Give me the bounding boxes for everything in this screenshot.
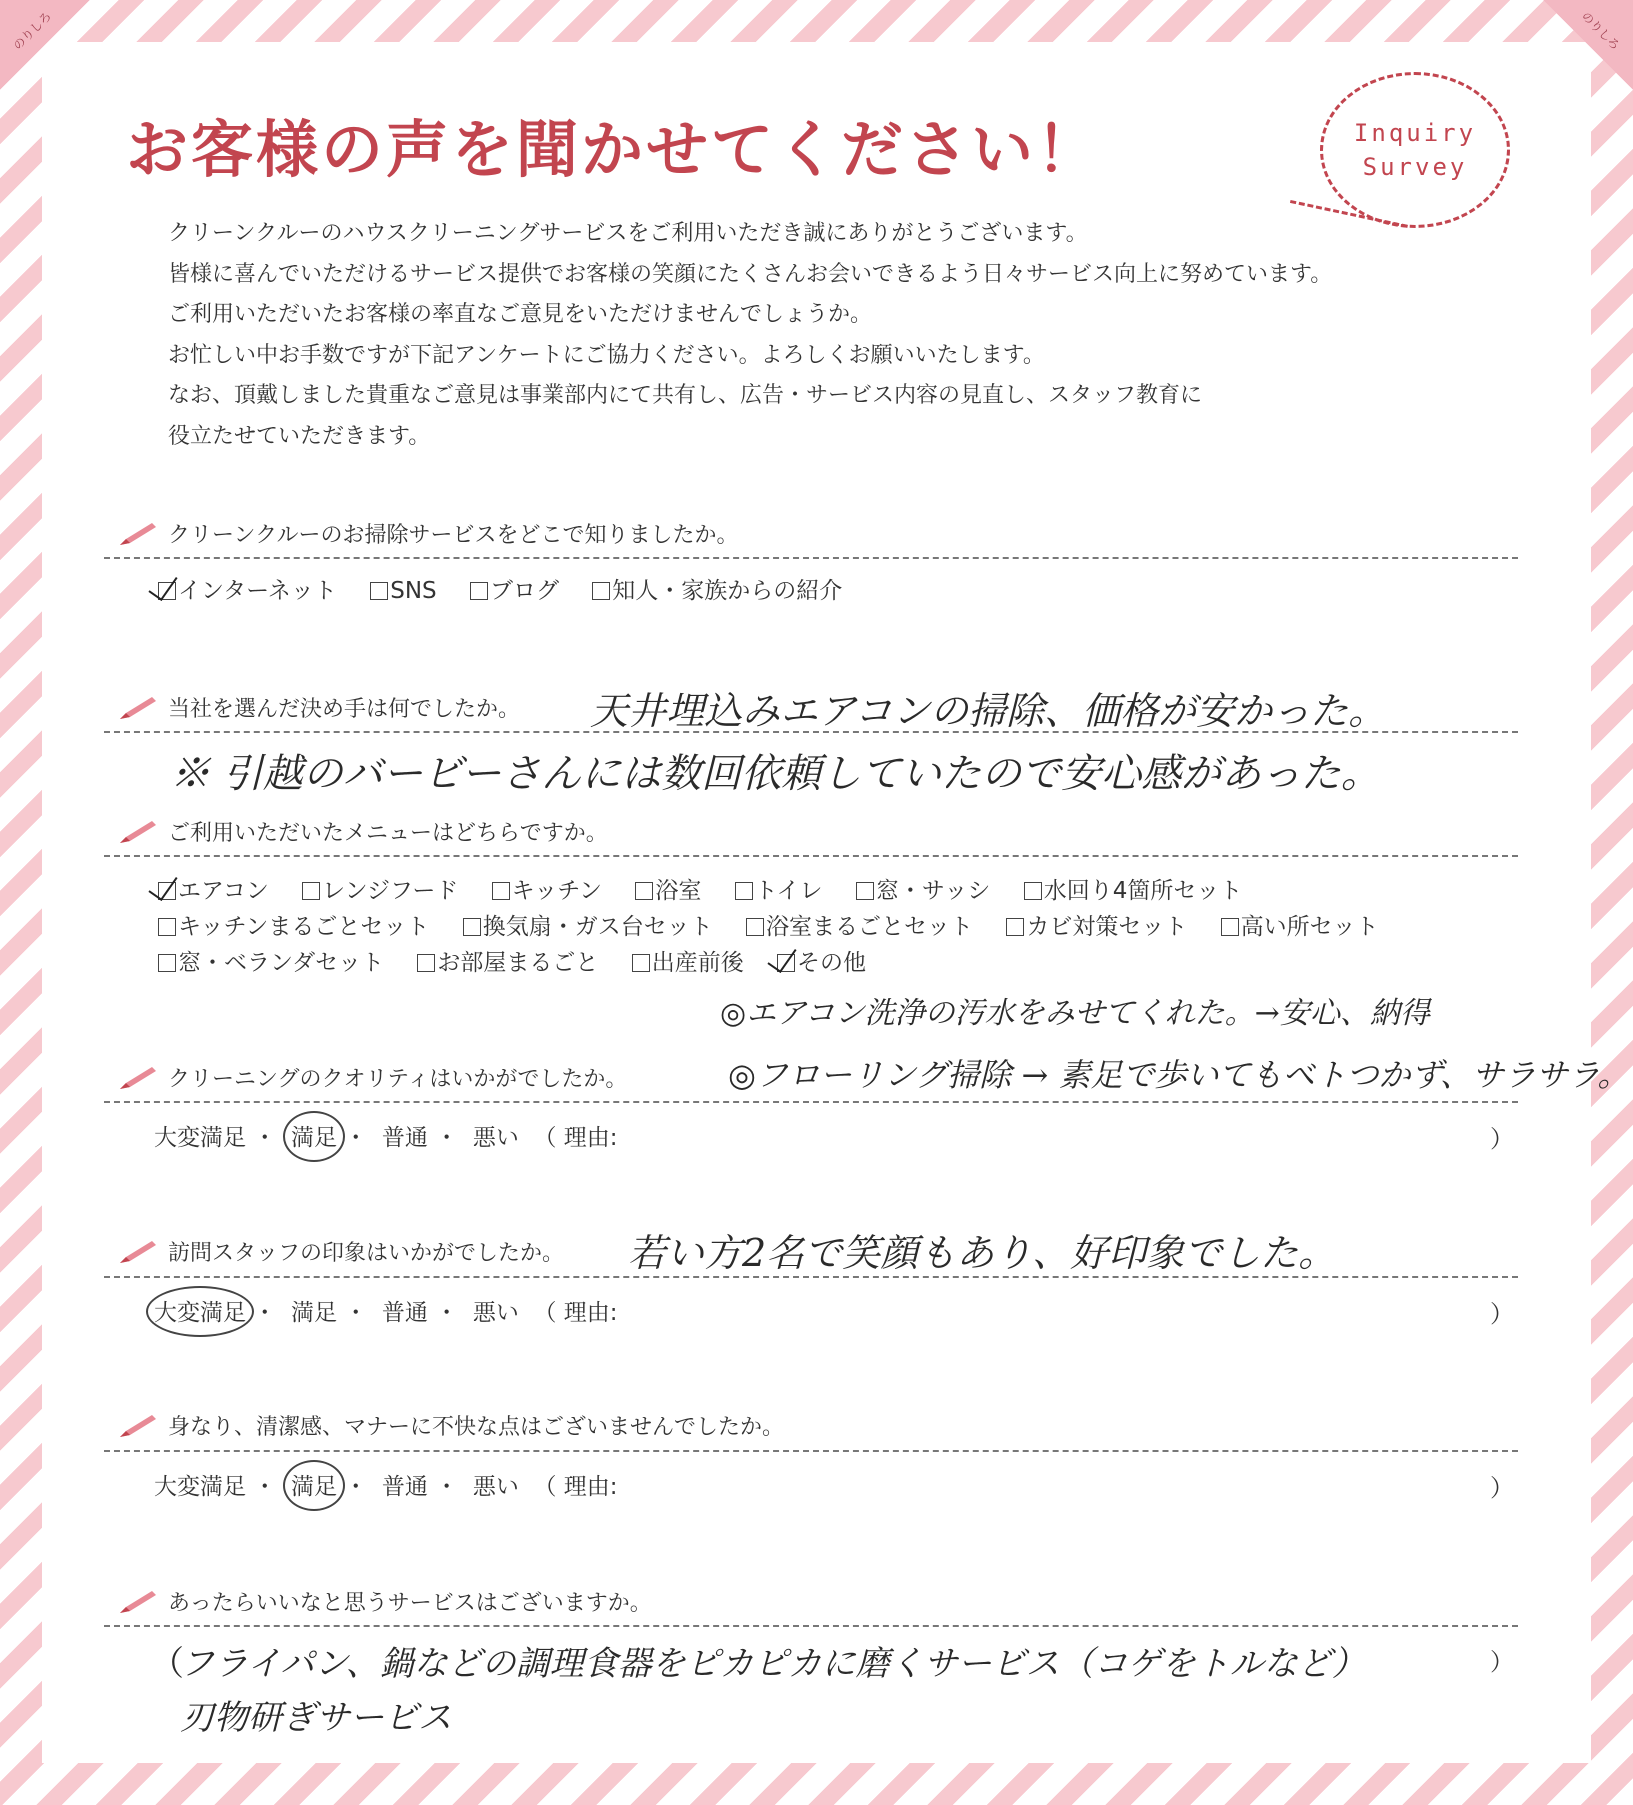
question-text: あったらいいなと思うサービスはございますか。 — [168, 1591, 652, 1616]
glue-tab-right — [1543, 0, 1633, 90]
reason-close: ） — [1490, 1300, 1514, 1328]
q3-options-row-1 — [158, 872, 1268, 905]
option-other[interactable] — [777, 944, 866, 977]
page-title: お客様の声を聞かせてください！ — [126, 113, 1102, 186]
option-range-hood[interactable] — [302, 872, 458, 905]
rating-poor[interactable]: 悪い — [472, 1300, 519, 1326]
option-high-place-set[interactable] — [1221, 908, 1379, 941]
option-aircon[interactable] — [158, 872, 269, 905]
question-text: クリーンクルーのお掃除サービスをどこで知りましたか。 — [168, 523, 739, 548]
divider — [104, 855, 1518, 857]
checkbox[interactable] — [1006, 918, 1024, 936]
reason-close: ） — [1490, 1125, 1514, 1153]
checkbox[interactable] — [417, 954, 435, 972]
intro-line: 役立たせていただきます。 — [168, 423, 431, 449]
option-label: レンジフード — [322, 878, 459, 904]
q3-options-row-3 — [158, 944, 892, 977]
question-text: クリーニングのクオリティはいかがでしたか。 — [168, 1067, 628, 1092]
option-bathroom-set[interactable] — [746, 908, 973, 941]
pencil-icon — [118, 695, 158, 721]
q3-options-row-2 — [158, 908, 1405, 941]
checkbox[interactable] — [635, 882, 653, 900]
handwritten-answer: フライパン、鍋などの調理食器をピカピカに磨くサービス（コゲをトルなど） — [180, 1644, 1366, 1684]
q6-rating-row: 大変満足 ・ 満足 ・ 普通 ・ 悪い （ 理由: — [154, 1468, 618, 1501]
checkbox[interactable] — [777, 954, 795, 972]
option-label: エアコン — [178, 878, 269, 904]
checkbox[interactable] — [746, 918, 764, 936]
checkbox[interactable] — [158, 918, 176, 936]
badge-line-1: Inquiry — [1353, 119, 1477, 147]
option-label: ブログ — [489, 578, 559, 604]
handwritten-note: ◎エアコン洗浄の汚水をみせてくれた。→安心、納得 — [720, 996, 1430, 1031]
reason-label: （ 理由: — [533, 1474, 618, 1500]
divider — [104, 1450, 1518, 1452]
checkbox[interactable] — [158, 954, 176, 972]
question-text: 身なり、清潔感、マナーに不快な点はございませんでしたか。 — [168, 1415, 785, 1440]
option-fan-gas-set[interactable] — [463, 908, 713, 941]
checkbox[interactable] — [592, 582, 610, 600]
question-6 — [118, 1410, 784, 1441]
rating-poor[interactable]: 悪い — [472, 1474, 519, 1500]
option-internet[interactable] — [158, 572, 337, 605]
rating-very-satisfied[interactable]: 大変満足 — [154, 1474, 246, 1500]
checkbox[interactable] — [1024, 882, 1042, 900]
option-blog[interactable] — [470, 572, 559, 605]
handwritten-answer: 天井埋込みエアコンの掃除、価格が安かった。 — [590, 689, 1387, 733]
option-label: カビ対策セット — [1026, 914, 1188, 940]
option-mold-set[interactable] — [1006, 908, 1187, 941]
option-window-sash[interactable] — [856, 872, 991, 905]
option-kitchen-set[interactable] — [158, 908, 429, 941]
option-sns[interactable] — [370, 578, 436, 604]
divider — [104, 1625, 1518, 1627]
rating-satisfied[interactable]: 満足 — [291, 1119, 337, 1152]
reason-label: （ 理由: — [533, 1125, 618, 1151]
pencil-icon — [118, 819, 158, 845]
pencil-icon — [118, 1239, 158, 1265]
option-label: 窓・ベランダセット — [178, 950, 385, 976]
intro-line: 皆様に喜んでいただけるサービス提供でお客様の笑顔にたくさんお会いできるよう日々サービス向上に努めています。 — [168, 261, 1333, 287]
rating-satisfied[interactable]: 満足 — [290, 1300, 337, 1326]
question-1 — [118, 518, 738, 549]
pencil-icon — [118, 1065, 158, 1091]
reason-open: （ — [150, 1644, 184, 1684]
q5-rating-row: 大変満足 ・ 満足 ・ 普通 ・ 悪い （ 理由: — [154, 1294, 618, 1327]
rating-very-satisfied[interactable]: 大変満足 — [154, 1125, 246, 1151]
q4-rating-row: 大変満足 ・ 満足 ・ 普通 ・ 悪い （ 理由: — [154, 1119, 618, 1152]
option-label: インターネット — [178, 578, 337, 604]
checkbox[interactable] — [302, 882, 320, 900]
glue-tab-label: のりしろ — [1578, 8, 1623, 53]
badge-line-2: Survey — [1362, 153, 1468, 181]
reason-label: （ 理由: — [533, 1300, 618, 1326]
option-label: 換気扇・ガス台セット — [482, 914, 713, 940]
option-label: キッチンまるごとセット — [178, 914, 430, 940]
checkbox[interactable] — [492, 882, 510, 900]
checkbox[interactable] — [158, 882, 176, 900]
question-2 — [118, 692, 520, 723]
option-label: その他 — [797, 950, 867, 976]
inquiry-survey-badge — [1320, 72, 1510, 228]
intro-line: なお、頂戴しました貴重なご意見は事業部内にて共有し、広告・サービス内容の見直し、スタッフ教育に — [168, 383, 1203, 408]
option-label: 知人・家族からの紹介 — [612, 578, 843, 604]
reason-close: ） — [1490, 1648, 1514, 1676]
glue-tab-left — [0, 0, 90, 90]
rating-very-satisfied[interactable]: 大変満足 — [154, 1294, 246, 1327]
option-label: 水回り4箇所セット — [1043, 878, 1243, 904]
pencil-icon — [118, 1589, 158, 1615]
option-label: 浴室 — [655, 878, 702, 904]
handwritten-note: ◎フローリング掃除 → 素足で歩いてもベトつかず、サラサラ。 — [728, 1056, 1630, 1094]
glue-tab-label: のりしろ — [10, 8, 55, 53]
option-toilet[interactable] — [735, 872, 823, 905]
intro-line: クリーンクルーのハウスクリーニングサービスをご利用いただき誠にありがとうございます。 — [168, 221, 1088, 246]
pencil-icon — [118, 1413, 158, 1439]
rating-average[interactable]: 普通 — [381, 1125, 428, 1151]
intro-line: ご利用いただいたお客様の率直なご意見をいただけませんでしょうか。 — [168, 302, 873, 327]
checkbox[interactable] — [735, 882, 753, 900]
checkbox[interactable] — [370, 582, 388, 600]
checkbox[interactable] — [158, 582, 176, 600]
option-label: 窓・サッシ — [875, 878, 991, 904]
question-text: 訪問スタッフの印象はいかがでしたか。 — [168, 1241, 565, 1266]
intro-text — [168, 214, 1332, 457]
checkbox[interactable] — [470, 582, 488, 600]
option-childbirth[interactable] — [632, 944, 744, 977]
checkbox[interactable] — [856, 882, 874, 900]
question-7 — [118, 1586, 652, 1617]
divider — [104, 1101, 1518, 1103]
checkbox[interactable] — [1221, 918, 1239, 936]
intro-line: お忙しい中お手数ですが下記アンケートにご協力ください。よろしくお願いいたします。 — [168, 342, 1045, 368]
q1-options — [158, 572, 868, 605]
divider — [104, 557, 1518, 559]
rating-satisfied[interactable]: 満足 — [291, 1468, 337, 1501]
option-label: 高い所セット — [1240, 914, 1379, 940]
option-label: 出産前後 — [651, 950, 744, 976]
option-window-veranda-set[interactable] — [158, 944, 384, 977]
rating-average[interactable]: 普通 — [381, 1474, 428, 1500]
option-label: SNS — [390, 578, 437, 604]
option-whole-room[interactable] — [417, 944, 598, 977]
question-5 — [118, 1236, 564, 1267]
divider — [104, 1276, 1518, 1278]
reason-close: ） — [1490, 1474, 1514, 1502]
pencil-icon — [118, 521, 158, 547]
handwritten-answer: ※ 引越のバービーさんには数回依頼していたので安心感があった。 — [170, 751, 1381, 797]
checkbox[interactable] — [463, 918, 481, 936]
option-label: トイレ — [754, 878, 823, 904]
divider — [104, 731, 1518, 733]
rating-average[interactable]: 普通 — [381, 1300, 428, 1326]
question-3 — [118, 816, 608, 847]
option-label: キッチン — [511, 878, 603, 904]
option-label: お部屋まるごと — [437, 950, 599, 976]
checkbox[interactable] — [632, 954, 650, 972]
option-bathroom[interactable] — [635, 872, 701, 905]
question-text: 当社を選んだ決め手は何でしたか。 — [168, 697, 521, 722]
handwritten-answer: 若い方2名で笑顔もあり、好印象でした。 — [628, 1231, 1337, 1275]
option-kitchen[interactable] — [492, 872, 602, 905]
handwritten-answer: 刃物研ぎサービス — [180, 1698, 452, 1738]
rating-poor[interactable]: 悪い — [472, 1125, 519, 1151]
question-4 — [118, 1062, 627, 1093]
question-text: ご利用いただいたメニューはどちらですか。 — [168, 821, 608, 846]
option-label: 浴室まるごとセット — [766, 914, 974, 940]
option-referral[interactable] — [592, 572, 842, 605]
option-water-area-set[interactable] — [1024, 872, 1243, 905]
